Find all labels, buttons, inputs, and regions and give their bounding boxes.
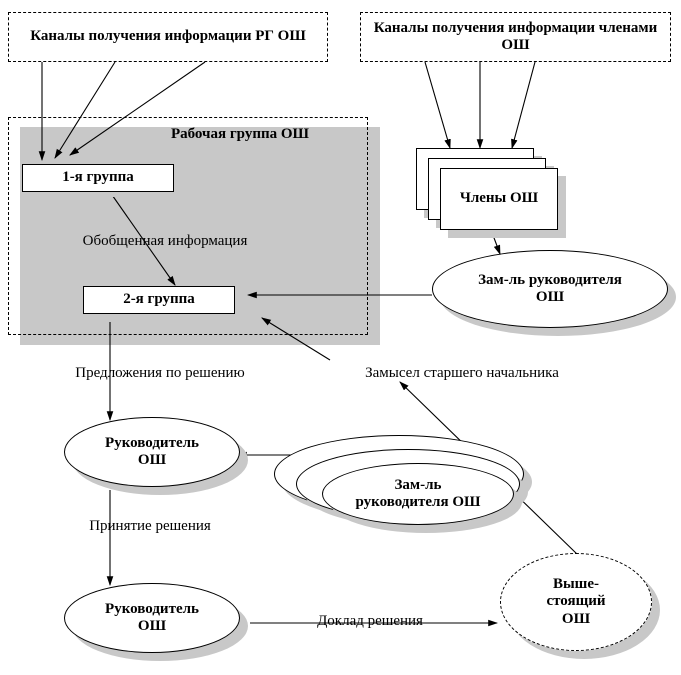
decision-making-label: Принятие решения	[89, 518, 211, 534]
head-os-1-ellipse	[64, 417, 240, 487]
generalized-info-label: Обобщенная информация	[82, 233, 248, 249]
higher-os-ellipse	[500, 553, 652, 651]
proposals-label: Предложения по решению	[75, 365, 245, 381]
head-os-1-label: Руководитель ОШ	[105, 434, 199, 468]
channels-rg-box	[8, 12, 328, 62]
working-group-title: Рабочая группа ОШ	[170, 126, 310, 142]
members-label: Члены ОШ	[459, 190, 539, 207]
senior-chief-plan-label: Замысел старшего начальника	[365, 365, 559, 381]
higher-os-label: Выше-стоящий ОШ	[546, 576, 606, 627]
deputy-head-2-label: Зам-ль руководителя ОШ	[355, 476, 481, 510]
deputy-head-2-ellipse	[322, 463, 514, 525]
group1-box	[22, 164, 174, 192]
group1-label: 1-я группа	[62, 169, 134, 186]
channels-members-box	[360, 12, 671, 62]
head-os-2-ellipse	[64, 583, 240, 653]
group2-box	[83, 286, 235, 314]
channels-members-label: Каналы получения информации членами ОШ	[373, 19, 658, 53]
channels-rg-label: Каналы получения информации РГ ОШ	[30, 28, 306, 45]
head-os-2-label: Руководитель ОШ	[105, 600, 199, 634]
deputy-head-label: Зам-ль руководителя ОШ	[478, 271, 622, 305]
decision-report-label: Доклад решения	[317, 613, 423, 629]
group2-label: 2-я группа	[123, 291, 195, 308]
deputy-head-ellipse	[432, 250, 668, 328]
members-box	[440, 168, 558, 230]
